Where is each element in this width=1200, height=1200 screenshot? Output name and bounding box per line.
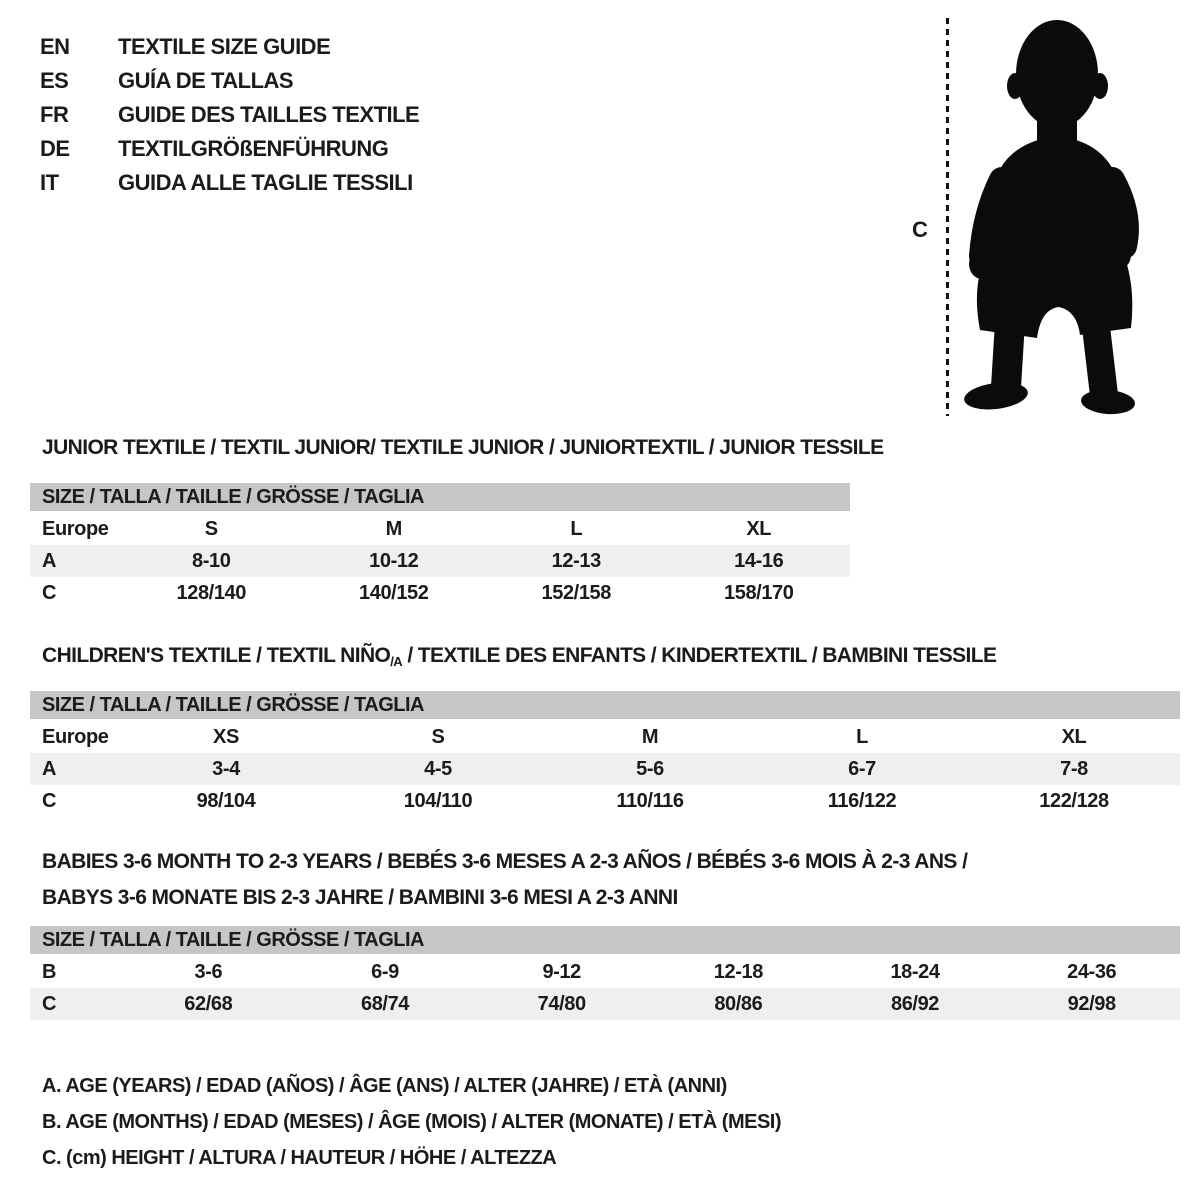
size-header-band: SIZE / TALLA / TAILLE / GRÖSSE / TAGLIA bbox=[30, 926, 1180, 954]
height-cell: 98/104 bbox=[196, 789, 256, 812]
language-row-de bbox=[40, 132, 419, 166]
language-row-en bbox=[40, 30, 419, 64]
size-cell: M bbox=[641, 725, 659, 748]
language-row-it bbox=[40, 166, 419, 200]
language-title: GUÍA DE TALLAS bbox=[118, 68, 294, 93]
children-section-title bbox=[42, 644, 996, 669]
babies-title-line2: BABYS 3-6 MONATE BIS 2-3 JAHRE / BAMBINI 3-6 MESI A 2-3 ANNI bbox=[42, 886, 678, 909]
babies-size-table bbox=[30, 926, 1180, 1020]
size-header-band: SIZE / TALLA / TAILLE / GRÖSSE / TAGLIA bbox=[30, 691, 1180, 719]
table-row-height bbox=[30, 577, 850, 609]
height-cell: 86/92 bbox=[890, 992, 940, 1015]
children-title-post: / TEXTILE DES ENFANTS / KINDERTEXTIL / BAMBINI TESSILE bbox=[402, 644, 997, 667]
row-label: C bbox=[42, 789, 57, 812]
table-row-height bbox=[30, 785, 1180, 817]
junior-section-title: JUNIOR TEXTILE / TEXTIL JUNIOR/ TEXTILE JUNIOR / JUNIORTEXTIL / JUNIOR TESSILE bbox=[42, 436, 884, 459]
months-cell: 3-6 bbox=[194, 960, 223, 983]
size-header-band: SIZE / TALLA / TAILLE / GRÖSSE / TAGLIA bbox=[30, 483, 850, 511]
size-cell: L bbox=[856, 725, 868, 748]
legend bbox=[42, 1068, 781, 1176]
table-row-months bbox=[30, 956, 1180, 988]
size-cell: S bbox=[431, 725, 445, 748]
age-cell: 3-4 bbox=[212, 757, 240, 780]
age-cell: 8-10 bbox=[192, 549, 231, 572]
height-cell: 92/98 bbox=[1067, 992, 1116, 1015]
size-cell: XL bbox=[1061, 725, 1087, 748]
height-cell: 80/86 bbox=[714, 992, 763, 1015]
table-row-europe bbox=[30, 721, 1180, 753]
row-label: C bbox=[42, 992, 57, 1015]
months-cell: 18-24 bbox=[890, 960, 940, 983]
language-row-fr bbox=[40, 98, 419, 132]
language-list bbox=[40, 30, 419, 200]
table-row-europe bbox=[30, 513, 850, 545]
age-cell: 7-8 bbox=[1060, 757, 1088, 780]
size-cell: L bbox=[570, 517, 583, 540]
age-cell: 6-7 bbox=[848, 757, 876, 780]
row-label: A bbox=[42, 757, 57, 780]
babies-section-title bbox=[42, 844, 967, 916]
size-cell: S bbox=[204, 517, 218, 540]
toddler-silhouette-icon bbox=[958, 12, 1142, 418]
language-code: EN bbox=[40, 34, 70, 59]
language-title: GUIDE DES TAILLES TEXTILE bbox=[118, 102, 420, 127]
height-cell: 104/110 bbox=[403, 789, 473, 812]
height-cell: 152/158 bbox=[541, 581, 611, 604]
junior-size-table bbox=[30, 483, 850, 609]
height-cell: 128/140 bbox=[176, 581, 246, 604]
children-title-sub: /A bbox=[390, 654, 403, 669]
language-row-es bbox=[40, 64, 419, 98]
language-code: DE bbox=[40, 136, 70, 161]
age-cell: 12-13 bbox=[551, 549, 601, 572]
height-cell: 110/116 bbox=[616, 789, 684, 812]
row-label: Europe bbox=[42, 725, 109, 748]
months-cell: 6-9 bbox=[371, 960, 399, 983]
height-measure-label: C bbox=[912, 217, 928, 242]
children-size-table bbox=[30, 691, 1180, 817]
height-measure-dashed-line bbox=[946, 18, 949, 416]
children-title-pre: CHILDREN'S TEXTILE / TEXTIL NIÑO bbox=[42, 644, 391, 667]
age-cell: 14-16 bbox=[734, 549, 784, 572]
months-cell: 24-36 bbox=[1067, 960, 1117, 983]
age-cell: 4-5 bbox=[424, 757, 452, 780]
legend-height-cm: C. (cm) HEIGHT / ALTURA / HAUTEUR / HÖHE / ALTEZZA bbox=[42, 1147, 557, 1169]
row-label: B bbox=[42, 960, 57, 983]
row-label: Europe bbox=[42, 517, 109, 540]
legend-age-years: A. AGE (YEARS) / EDAD (AÑOS) / ÂGE (ANS) / ALTER (JAHRE) / ETÀ (ANNI) bbox=[42, 1075, 727, 1097]
table-row-age bbox=[30, 753, 1180, 785]
row-label: C bbox=[42, 581, 57, 604]
height-cell: 122/128 bbox=[1039, 789, 1109, 812]
months-cell: 9-12 bbox=[542, 960, 581, 983]
language-code: FR bbox=[40, 102, 69, 127]
height-cell: 116/122 bbox=[827, 789, 897, 812]
height-cell: 140/152 bbox=[359, 581, 429, 604]
language-title: GUIDA ALLE TAGLIE TESSILI bbox=[118, 170, 413, 195]
size-cell: XS bbox=[213, 725, 239, 748]
table-row-height bbox=[30, 988, 1180, 1020]
age-cell: 5-6 bbox=[636, 757, 664, 780]
language-title: TEXTILE SIZE GUIDE bbox=[118, 34, 331, 59]
size-cell: XL bbox=[746, 517, 772, 540]
height-cell: 62/68 bbox=[184, 992, 233, 1015]
legend-age-months: B. AGE (MONTHS) / EDAD (MESES) / ÂGE (MOIS) / ALTER (MONATE) / ETÀ (MESI) bbox=[42, 1111, 782, 1133]
language-code: ES bbox=[40, 68, 69, 93]
row-label: A bbox=[42, 549, 57, 572]
months-cell: 12-18 bbox=[713, 960, 763, 983]
language-code: IT bbox=[40, 170, 59, 195]
height-cell: 74/80 bbox=[537, 992, 586, 1015]
height-cell: 68/74 bbox=[360, 992, 410, 1015]
height-cell: 158/170 bbox=[724, 581, 794, 604]
language-title: TEXTILGRÖßENFÜHRUNG bbox=[118, 136, 389, 161]
babies-title-line1: BABIES 3-6 MONTH TO 2-3 YEARS / BEBÉS 3-6 MESES A 2-3 AÑOS / BÉBÉS 3-6 MOIS À 2-3 ANS / bbox=[42, 850, 968, 873]
table-row-age bbox=[30, 545, 850, 577]
age-cell: 10-12 bbox=[369, 549, 419, 572]
size-cell: M bbox=[385, 517, 402, 540]
